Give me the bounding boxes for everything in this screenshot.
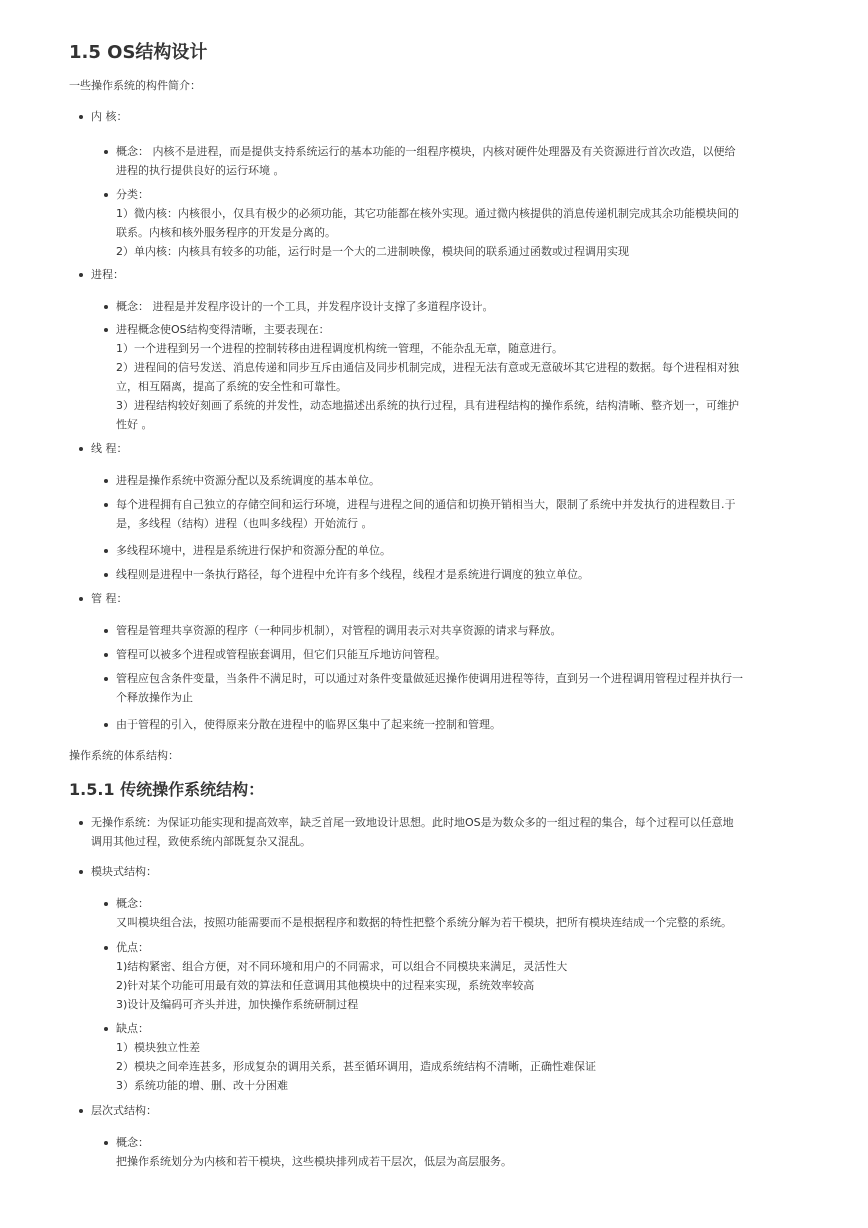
bullet-dot-icon — [104, 549, 108, 553]
text-line: 每个进程拥有自己独立的存储空间和运行环境，进程与进程之间的通信和切换开销相当大，限制了系统中并发执行的进程数目.于 — [116, 498, 736, 511]
modular-sub-item-text — [116, 938, 784, 1014]
bullet-dot-icon — [104, 573, 108, 577]
text-line: 2）单内核：内核具有较多的功能，运行时是一个大的二进制映像，模块间的联系通过函数或过程调用实现 — [116, 245, 629, 258]
text-line: 管程应包含条件变量，当条件不满足时，可以通过对条件变量做延迟操作使调用进程等待，直到另一个进程调用管程过程并执行一 — [116, 672, 743, 685]
sub-item-text — [116, 621, 784, 640]
text-line: 调用其他过程，致使系统内部既复杂又混乱。 — [91, 835, 311, 848]
bullet-dot-icon — [79, 273, 83, 277]
text-line: 层次式结构： — [91, 1104, 157, 1117]
bullet-dot-icon — [79, 1109, 83, 1113]
text-line: 概念： 内核不是进程，而是提供支持系统运行的基本功能的一组程序模块，内核对硬件处理器及有关资源进行首次改造，以便给 — [116, 145, 736, 158]
text-line: 进程是操作系统中资源分配以及系统调度的基本单位。 — [116, 474, 380, 487]
text-line: 进程： — [91, 268, 124, 281]
bullet-dot-icon — [104, 653, 108, 657]
text-line: 缺点： — [116, 1022, 149, 1035]
page-title: 1.5 OS结构设计 — [69, 42, 208, 63]
intro-text: 一些操作系统的构件简介： — [69, 79, 201, 92]
text-line: 性好 。 — [116, 418, 153, 431]
sub-item-text — [116, 495, 784, 533]
text-line: 个释放操作为止 — [116, 691, 193, 704]
modular-sub-item-text — [116, 1019, 784, 1095]
sub-item-text — [116, 185, 784, 261]
text-line: 1)结构紧密、组合方便，对不同环境和用户的不同需求，可以组合不同模块来满足，灵活性大 — [116, 960, 568, 973]
text-line: 2）模块之间牵连甚多，形成复杂的调用关系，甚至循环调用，造成系统结构不清晰，正确性难保证 — [116, 1060, 596, 1073]
bullet-dot-icon — [104, 1027, 108, 1031]
text-line: 1）模块独立性差 — [116, 1041, 200, 1054]
bullet-dot-icon — [104, 305, 108, 309]
bullet-dot-icon — [104, 150, 108, 154]
text-line: 线程则是进程中一条执行路径，每个进程中允许有多个线程，线程才是系统进行调度的独立单位。 — [116, 568, 589, 581]
sub-item-text — [116, 541, 784, 560]
section-item-text — [91, 589, 779, 608]
text-line: 概念： — [116, 1136, 149, 1149]
text-line: 联系。内核和核外服务程序的开发是分离的。 — [116, 226, 336, 239]
bullet-dot-icon — [104, 723, 108, 727]
text-line: 2）进程间的信号发送、消息传递和同步互斥由通信及同步机制完成，进程无法有意或无意破坏其它进程的数据。每个进程相对独 — [116, 361, 739, 374]
sub-item-text — [116, 645, 784, 664]
bullet-dot-icon — [79, 821, 83, 825]
section-item-text — [91, 439, 779, 458]
text-line: 管程可以被多个进程或管程嵌套调用，但它们只能互斥地访问管程。 — [116, 648, 446, 661]
text-line: 管程是管理共享资源的程序（一种同步机制），对管程的调用表示对共享资源的请求与释放。 — [116, 624, 562, 637]
bullet-dot-icon — [79, 597, 83, 601]
text-line: 无操作系统：为保证功能实现和提高效率，缺乏首尾一致地设计思想。此时地OS是为数众多的一组过程的集合，每个过程可以任意地 — [91, 816, 734, 829]
section-subtitle: 1.5.1 传统操作系统结构： — [69, 780, 265, 799]
section-item-text — [91, 107, 779, 126]
text-line: 1）一个进程到另一个进程的控制转移由进程调度机构统一管理，不能杂乱无章，随意进行。 — [116, 342, 563, 355]
text-line: 内 核： — [91, 110, 128, 123]
text-line: 3）系统功能的增、删、改十分困难 — [116, 1079, 288, 1092]
bullet-dot-icon — [104, 629, 108, 633]
text-line: 进程概念使OS结构变得清晰，主要表现在： — [116, 323, 330, 336]
text-line: 3)设计及编码可齐头并进，加快操作系统研制过程 — [116, 998, 359, 1011]
text-line: 1）微内核：内核很小，仅具有极少的必须功能，其它功能都在核外实现。通过微内核提供的消息传递机制完成其余功能模块间的 — [116, 207, 739, 220]
sub-item-text — [116, 565, 784, 584]
text-line: 把操作系统划分为内核和若干模块，这些模块排列成若干层次，低层为高层服务。 — [116, 1155, 512, 1168]
text-line: 模块式结构： — [91, 865, 157, 878]
modular-sub-item-text — [116, 894, 784, 932]
no-os-structure-item-text — [91, 813, 779, 851]
bullet-dot-icon — [104, 328, 108, 332]
layered-sub-item-text — [116, 1133, 784, 1171]
sub-item-text — [116, 471, 784, 490]
text-line: 3）进程结构较好刻画了系统的并发性，动态地描述出系统的执行过程，具有进程结构的操作系统，结构清晰、整齐划一，可维护 — [116, 399, 739, 412]
sub-item-text — [116, 715, 784, 734]
text-line: 线 程： — [91, 442, 128, 455]
sub-item-text — [116, 669, 784, 707]
bullet-dot-icon — [104, 677, 108, 681]
text-line: 又叫模块组合法，按照功能需要而不是根据程序和数据的特性把整个系统分解为若干模块，把所有模块连结成一个完整的系统。 — [116, 916, 732, 929]
text-line: 分类： — [116, 188, 149, 201]
bullet-dot-icon — [104, 902, 108, 906]
bullet-dot-icon — [104, 503, 108, 507]
bullet-dot-icon — [79, 870, 83, 874]
bullet-dot-icon — [104, 193, 108, 197]
bullet-dot-icon — [104, 946, 108, 950]
text-line: 多线程环境中，进程是系统进行保护和资源分配的单位。 — [116, 544, 391, 557]
text-line: 概念： — [116, 897, 149, 910]
sub-item-text — [116, 320, 784, 434]
text-line: 是，多线程（结构）进程（也叫多线程）开始流行 。 — [116, 517, 373, 530]
modular-structure-item-text — [91, 862, 779, 881]
sub-item-text — [116, 142, 784, 180]
text-line: 优点： — [116, 941, 149, 954]
bullet-dot-icon — [79, 115, 83, 119]
bullet-dot-icon — [104, 479, 108, 483]
text-line: 2)针对某个功能可用最有效的算法和任意调用其他模块中的过程来实现，系统效率较高 — [116, 979, 535, 992]
sub-item-text — [116, 297, 784, 316]
bullet-dot-icon — [104, 1141, 108, 1145]
text-line: 管 程： — [91, 592, 128, 605]
text-line: 由于管程的引入，使得原来分散在进程中的临界区集中了起来统一控制和管理。 — [116, 718, 501, 731]
layered-structure-item-text — [91, 1101, 779, 1120]
text-line: 立，相互隔离，提高了系统的安全性和可靠性。 — [116, 380, 347, 393]
arch-intro-text: 操作系统的体系结构： — [69, 749, 179, 762]
section-item-text — [91, 265, 779, 284]
text-line: 进程的执行提供良好的运行环境 。 — [116, 164, 285, 177]
text-line: 概念： 进程是并发程序设计的一个工具，并发程序设计支撑了多道程序设计。 — [116, 300, 494, 313]
bullet-dot-icon — [79, 447, 83, 451]
